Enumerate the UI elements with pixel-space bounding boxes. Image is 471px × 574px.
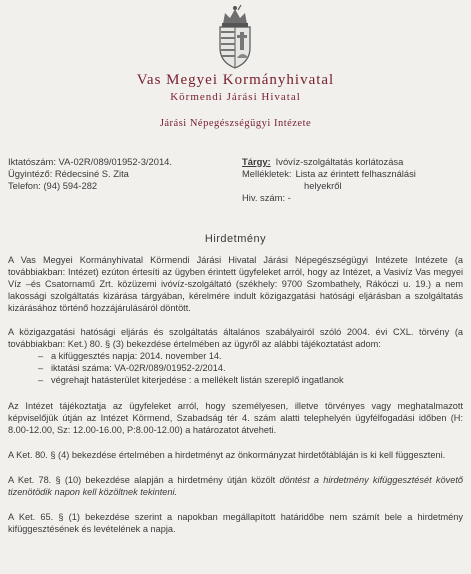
subject-label: Tárgy:: [242, 156, 271, 167]
attachments-label: Mellékletek:: [242, 168, 292, 179]
paragraph-posting: A Ket. 80. § (4) bekezdése értelmében a hirdetményt az önkormányzat hirdetőtábláján is ki kell függeszteni.: [8, 450, 446, 460]
list-item: – a kifüggesztés napja: 2014. november 14.: [51, 350, 463, 362]
phone-number: Telefon: (94) 594-282: [8, 180, 98, 191]
document-body: [8, 254, 463, 535]
paragraph-delivery: [8, 474, 463, 498]
reference-number: Iktatószám: VA-02R/089/01952-3/2014.: [8, 156, 172, 167]
document-title: Hirdetmény: [204, 233, 267, 245]
attachments-value: Lista az érintett felhasználási: [295, 168, 416, 179]
attachments-value-cont: helyekről: [304, 180, 342, 191]
paragraph-deadline: A Ket. 65. § (1) bekezdése szerint a napokban megállapított határidőbe nem számít bele a hirdetmény kifüggesztésének és levételének a napja.: [8, 512, 463, 534]
paragraph-legal-basis: A közigazgatási hatósági eljárás és szolgáltatás általános szabályairól szóló 2004. évi CXL. törvény (a továbbiakban: Ket.) 80. § (3) bekezdése értelmében az ügyről az alábbi tájékoztatást adom:: [8, 327, 463, 349]
delivery-text: A Ket. 78. § (10) bekezdése alapján a hirdetmény útján közölt: [8, 475, 280, 485]
subject-block: [242, 156, 462, 204]
reference-block: [8, 156, 172, 192]
subject-row: [242, 156, 462, 168]
paragraph-pickup: Az Intézet tájékoztatja az ügyfeleket arról, hogy személyesen, illetve törvényes vagy meghatalmazott képviselőjük útján az Intézet Körmend, Szabadság tér 4. szám alatti telephelyén ügyfélfogadási időben (H: 8.00-12.00, Sz: 12.00-16.00, P:8.00-12.00) a határozatot átveheti.: [8, 401, 463, 435]
subject-value: Ivóvíz-szolgáltatás korlátozása: [275, 156, 404, 167]
reply-reference: Hiv. szám: -: [242, 192, 291, 203]
district-name: Körmendi Járási Hivatal: [170, 91, 301, 103]
attachments-row: [242, 168, 462, 180]
hungarian-coat-of-arms-icon: [210, 4, 260, 70]
paragraph-intro: A Vas Megyei Kormányhivatal Körmendi Járási Hivatal Járási Népegészségügyi Intézete Intézete (a továbbiakban: Intézet) ezúton értesíti az ügyben érintett ügyfeleket arról, hogy az Intézet, a Vasivíz Vas megyei Víz –és Csatornamű Zrt. közüzemi ivóvíz-szolgáltató (székhely: 9700 Szombathely, Rákóczi u. 19.) a nem lakossági szolgáltatás kizárása tárgyában, kérelmére indult közigazgatási hatósági eljárásban a szolgáltatás kizárásához történő hozzájárulásáról döntött.: [8, 255, 463, 313]
list-item: – végrehajt hatásterület kiterjedése : a mellékelt listán szereplő ingatlanok: [51, 374, 463, 386]
list-item: – iktatási száma: VA-02R/089/01952-2/2014.: [51, 362, 463, 374]
delivery-text-italic: döntést a hirdetmény kifüggesztését követő tizenötödik napon kell közöltnek tekinteni.: [8, 475, 463, 497]
case-officer: Ügyintéző: Rédecsiné S. Zita: [8, 168, 129, 179]
office-name: Vas Megyei Kormányhivatal: [136, 72, 335, 88]
info-list: [8, 350, 463, 386]
institute-name: Járási Népegészségügyi Intézete: [159, 118, 312, 129]
